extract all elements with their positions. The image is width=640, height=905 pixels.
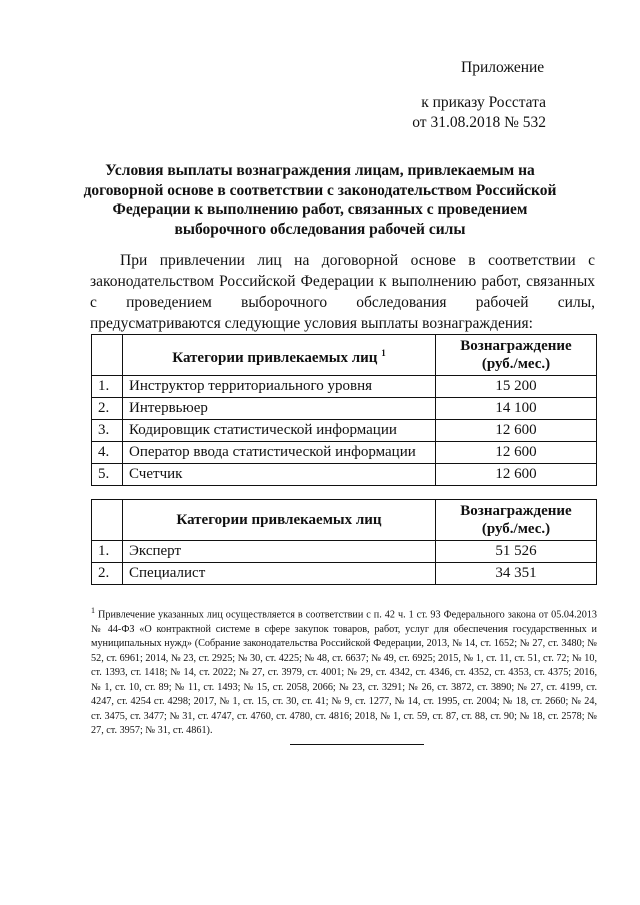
row-category: Инструктор территориального уровня xyxy=(123,376,436,398)
row-category: Кодировщик статистической информации xyxy=(123,420,436,442)
rewards-table-2 xyxy=(91,499,597,585)
row-category: Счетчик xyxy=(123,464,436,486)
attachment-label: Приложение xyxy=(461,59,545,76)
header-reward-cell xyxy=(436,335,597,376)
intro-paragraph: При привлечении лиц на договорной основе в соответствии с законодательством Российской Федерации к выполнению работ, связанных с проведением выборочного обследования рабочей силы, предусматриваются следующие условия выплаты вознаграждения: xyxy=(90,252,595,332)
row-num: 1. xyxy=(92,376,123,398)
row-num: 2. xyxy=(92,398,123,420)
table-row xyxy=(92,420,597,442)
row-reward: 34 351 xyxy=(436,563,597,585)
row-reward: 14 100 xyxy=(436,398,597,420)
row-category: Эксперт xyxy=(123,541,436,563)
header-reward-line-1: Вознаграждение xyxy=(460,503,572,519)
header-reward-cell xyxy=(436,500,597,541)
table-header-row xyxy=(92,500,597,541)
header-num-cell xyxy=(92,500,123,541)
header-category-label: Категории привлекаемых лиц xyxy=(172,349,378,366)
footnote-mark: 1 xyxy=(381,347,386,358)
header-category-cell: Категории привлекаемых лиц xyxy=(123,500,436,541)
table-row xyxy=(92,563,597,585)
row-category: Интервьюер xyxy=(123,398,436,420)
row-num: 3. xyxy=(92,420,123,442)
row-num: 4. xyxy=(92,442,123,464)
order-line-1: к приказу Росстата xyxy=(421,94,546,111)
row-category: Оператор ввода статистической информации xyxy=(123,442,436,464)
header-reward-line-1: Вознаграждение xyxy=(460,338,572,354)
row-reward: 12 600 xyxy=(436,442,597,464)
row-reward: 12 600 xyxy=(436,420,597,442)
table-row xyxy=(92,464,597,486)
table-row xyxy=(92,398,597,420)
document-title: Условия выплаты вознаграждения лицам, привлекаемым на договорной основе в соответствии с законодательством Российской Федерации к выполнению работ, связанных с проведением выборочного обследования рабочей силы xyxy=(83,162,557,238)
row-num: 1. xyxy=(92,541,123,563)
header-num-cell xyxy=(92,335,123,376)
rewards-table-1 xyxy=(91,334,597,486)
footnote xyxy=(91,604,597,739)
footnote-number: 1 xyxy=(91,606,95,615)
row-reward: 15 200 xyxy=(436,376,597,398)
order-reference xyxy=(412,93,546,133)
row-category: Специалист xyxy=(123,563,436,585)
order-line-2: от 31.08.2018 № 532 xyxy=(412,114,546,131)
row-reward: 51 526 xyxy=(436,541,597,563)
row-reward: 12 600 xyxy=(436,464,597,486)
row-num: 2. xyxy=(92,563,123,585)
table-row xyxy=(92,442,597,464)
header-category-cell xyxy=(123,335,436,376)
row-num: 5. xyxy=(92,464,123,486)
table-row xyxy=(92,541,597,563)
header-reward-line-2: (руб./мес.) xyxy=(481,356,551,372)
end-divider xyxy=(290,744,424,745)
table-header-row xyxy=(92,335,597,376)
table-row xyxy=(92,376,597,398)
header-reward-line-2: (руб./мес.) xyxy=(481,521,551,537)
footnote-text: Привлечение указанных лиц осуществляется в соответствии с п. 42 ч. 1 ст. 93 Федерального закона от 05.04.2013 № 44-ФЗ «О контрактной системе в сфере закупок товаров, работ, услуг для обеспечения государственных и муниципальных нужд» (Собрание законодательства Российской Федерации, 2013, № 14, ст. 1652; № 27, ст. 3480; № 52, ст. 6961; 2014, № 23, ст. 2925; № 30, ст. 4225; № 48, ст. 6637; № 49, ст. 6925; 2015, № 1, ст. 11, ст. 51, ст. 72; № 10, ст. 1393, ст. 1418; № 14, ст. 2022; № 27, ст. 3979, ст. 4001; № 29, ст. 4342, ст. 4346, ст. 4352, ст. 4353, ст. 4375; 2016, № 1, ст. 10, ст. 89; № 11, ст. 1493; № 15, ст. 2058, 2066; № 23, ст. 3291; № 26, ст. 3872, ст. 3890; № 27, ст. 4199, ст. 4247, ст. 4254 ст. 4298; 2017, № 1, ст. 15, ст. 30, ст. 41; № 9, ст. 1277, № 14, ст. 1995, ст. 2004; № 18, ст. 2660; № 24, ст. 3475, ст. 3477; № 31, ст. 4747, ст. 4760, ст. 4780, ст. 4816; 2018, № 1, ст. 59, ст. 87, ст. 88, ст. 90; № 18, ст. 2578; № 27, ст. 3957; № 31, ст. 4861). xyxy=(91,609,598,737)
